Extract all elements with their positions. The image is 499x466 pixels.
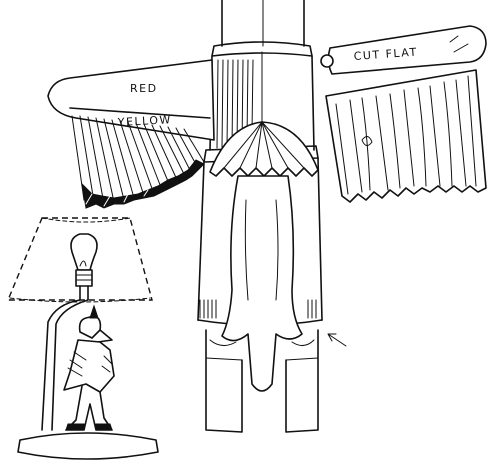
kachina-figurine (64, 306, 114, 430)
lamp-base (18, 433, 158, 459)
feather-brush (48, 60, 214, 208)
lightbulb (71, 234, 97, 270)
label-yellow: YELLOW (117, 113, 173, 129)
wood-panel (326, 70, 486, 202)
hanging-hide (222, 176, 302, 391)
label-cut-flat: CUT FLAT (353, 45, 419, 63)
cut-flat-bar (321, 26, 486, 74)
label-red: RED (130, 82, 158, 95)
neck-ruff (210, 122, 318, 176)
lamp (8, 218, 158, 459)
